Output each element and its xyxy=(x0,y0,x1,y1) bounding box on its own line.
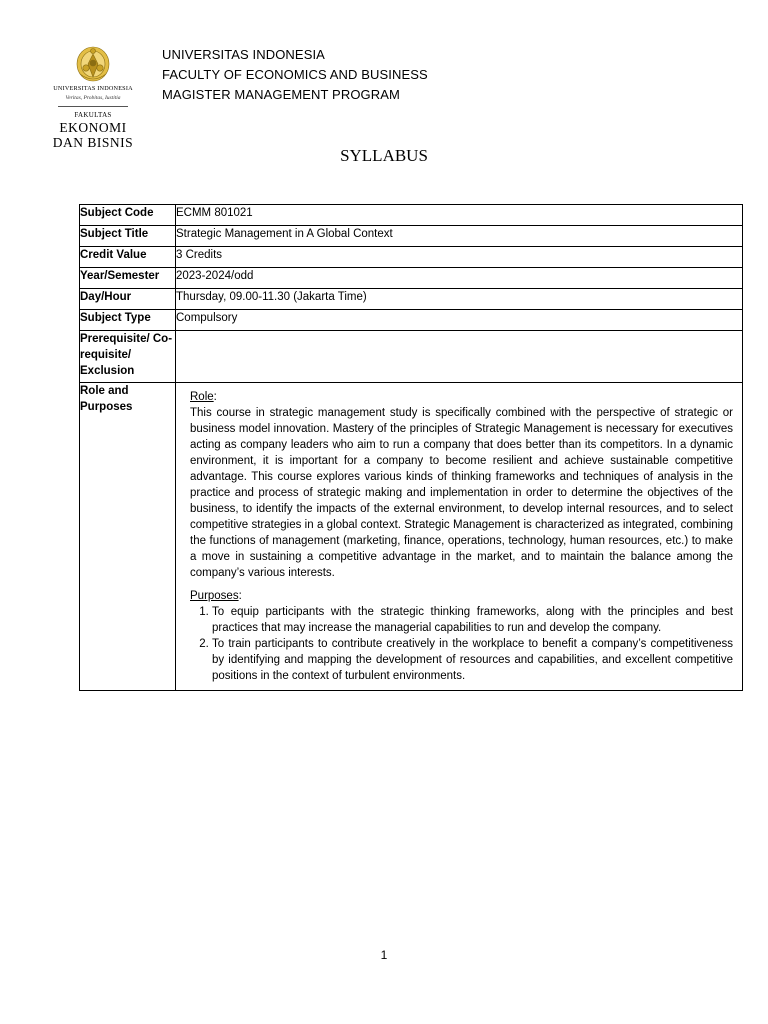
row-label: Day/Hour xyxy=(80,289,176,310)
table-row xyxy=(80,268,743,289)
logo-university-name: UNIVERSITAS INDONESIA xyxy=(53,85,133,92)
document-title: SYLLABUS xyxy=(340,146,428,165)
logo-motto: Veritas, Probitas, Iustitia xyxy=(65,95,121,101)
purpose-item: 2. To train participants to contribute creatively in the workplace to benefit a company’s competitiveness by identifying and mapping the development of resources and capabilities, and excellent competitive positions in the context of turbulent environments. xyxy=(212,636,733,684)
purpose-item: 1. To equip participants with the strategic thinking frameworks, along with the principles and best practices that may increase the managerial capabilities to run and develop the company. xyxy=(212,604,733,636)
document-header xyxy=(162,45,428,105)
row-label: Prerequisite/ Co-requisite/ Exclusion xyxy=(80,331,176,383)
row-label: Subject Title xyxy=(80,226,176,247)
row-label: Subject Code xyxy=(80,205,176,226)
logo-divider xyxy=(58,106,128,107)
row-value xyxy=(176,331,743,383)
page-number: 1 xyxy=(380,948,388,962)
role-heading: Role xyxy=(190,391,214,403)
header-faculty: FACULTY OF ECONOMICS AND BUSINESS xyxy=(162,67,428,82)
purposes-heading: Purposes xyxy=(190,590,239,602)
header-university: UNIVERSITAS INDONESIA xyxy=(162,47,325,62)
logo-faculty-line2: DAN BISNIS xyxy=(52,135,134,150)
row-value: 2023-2024/odd xyxy=(176,268,743,289)
table-row xyxy=(80,247,743,268)
university-logo xyxy=(52,44,134,149)
row-value: ECMM 801021 xyxy=(176,205,743,226)
table-row xyxy=(80,289,743,310)
role-paragraph: This course in strategic management study is specifically combined with the perspective of strategic or business model innovation. Mastery of the principles of Strategic Management is necessary for executives acting as company leaders who aim to run a company that does better than its competitors. In a dynamic environment, it is important for a company to become resilient and achieve sustainable competitive advantage. This course explores various kinds of thinking frameworks and techniques of analysis in the practice and process of strategic making and implementation in order to determine the objectives of the business, to identify the impacts of the external environment, to develop internal resources, and to select competitive strategies in a global context. Strategic Management is characterized as integrated, combining the functions of management (marketing, finance, operations, technology, human resources, etc.) to make a move in sustaining a competitive advantage in the market, and to maintain the balance among the company’s various interests. xyxy=(190,407,733,579)
row-value: Compulsory xyxy=(176,310,743,331)
logo-faculty-label: FAKULTAS xyxy=(74,111,112,119)
row-value: Strategic Management in A Global Context xyxy=(176,226,743,247)
row-label: Year/Semester xyxy=(80,268,176,289)
logo-faculty-line1: EKONOMI xyxy=(59,120,127,135)
table-row xyxy=(80,226,743,247)
syllabus-table xyxy=(79,204,743,691)
purposes-list xyxy=(190,604,733,684)
row-label: Subject Type xyxy=(80,310,176,331)
table-row-role xyxy=(80,383,743,691)
row-value: 3 Credits xyxy=(176,247,743,268)
header-program: MAGISTER MANAGEMENT PROGRAM xyxy=(162,87,400,102)
row-value: Thursday, 09.00-11.30 (Jakarta Time) xyxy=(176,289,743,310)
makara-emblem-icon xyxy=(72,44,114,84)
table-row xyxy=(80,310,743,331)
row-label: Role and Purposes xyxy=(80,383,176,691)
table-row xyxy=(80,331,743,383)
table-row xyxy=(80,205,743,226)
role-and-purposes-content: Role: This course in strategic management study is specifically combined with the perspective of strategic or business model innovation. Mastery of the principles of Strategic Management is necessary for executives acting as company leaders who aim to run a company that does better than its competitors. In a dynamic environment, it is important for a company to become resilient and achieve sustainable competitive advantage. This course explores various kinds of thinking frameworks and techniques of analysis in the practice and process of strategic making and implementation in order to determine the objectives of the business, to identify the impacts of the external environment, to develop internal resources, and to select competitive strategies in a global context. Strategic Management is characterized as integrated, combining the functions of management (marketing, finance, operations, technology, human resources, etc.) to make a move in sustaining a competitive advantage in the market, and to maintain the balance among the company’s various interests. Purposes: 1. To equip participants with the strategic thinking frameworks, along with the principles and best practices that may increase the managerial capabilities to run and develop the company. 2. To train participants to contribute creatively in the workplace to benefit a company’s competitiveness by identifying and mapping the development of resources and capabilities, and excellent competitive positions in the context of turbulent environments. xyxy=(176,383,743,691)
row-label: Credit Value xyxy=(80,247,176,268)
